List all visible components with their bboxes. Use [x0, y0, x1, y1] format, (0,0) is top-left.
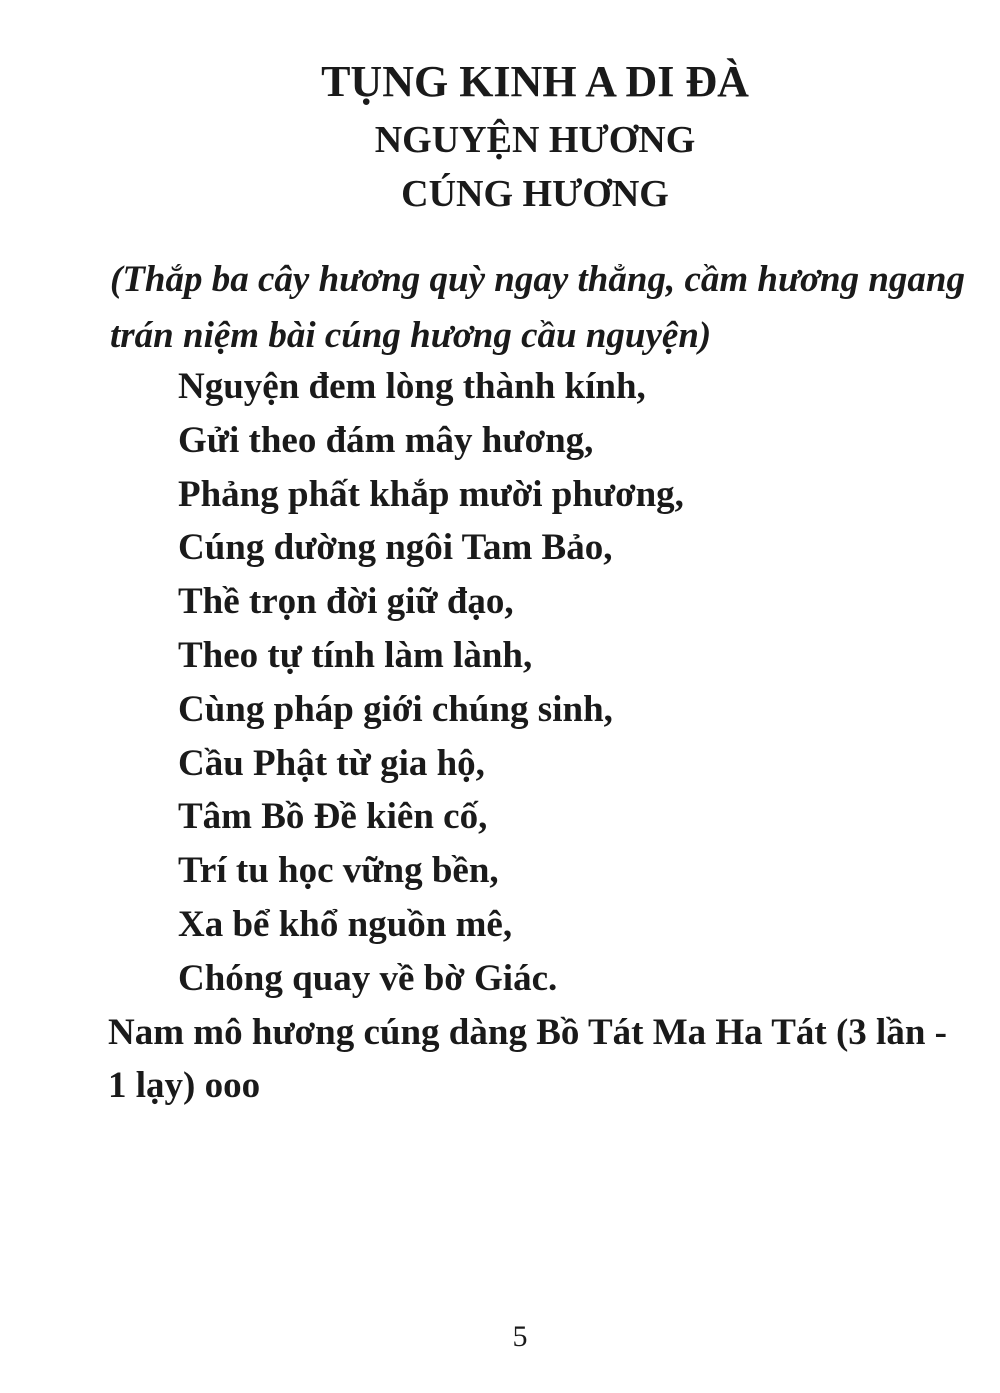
- verse-list: [178, 360, 684, 1006]
- closing-invocation: Nam mô hương cúng dàng Bồ Tát Ma Ha Tát (3 lần - 1 lạy) ooo: [108, 1012, 947, 1106]
- verse-line: Gửi theo đám mây hương,: [178, 419, 594, 461]
- verse-line: Chóng quay về bờ Giác.: [178, 957, 558, 999]
- section-heading: CÚNG HƯƠNG: [401, 173, 669, 215]
- verse-line: Theo tự tính làm lành,: [178, 634, 533, 676]
- verse-line: Cầu Phật từ gia hộ,: [178, 742, 485, 784]
- verse-line: Tâm Bồ Đề kiên cố,: [178, 796, 488, 838]
- verse-line: Thề trọn đời giữ đạo,: [178, 581, 514, 623]
- document-subtitle: NGUYỆN HƯƠNG: [374, 119, 696, 161]
- verse-line: Cùng pháp giới chúng sinh,: [178, 688, 613, 730]
- verse-line: Xa bể khổ nguồn mê,: [178, 903, 513, 945]
- page-number: 5: [512, 1320, 528, 1353]
- verse-line: Nguyện đem lòng thành kính,: [178, 366, 646, 407]
- verse-line: Cúng dường ngôi Tam Bảo,: [178, 527, 613, 569]
- document-title: TỤNG KINH A DI ĐÀ: [321, 57, 749, 106]
- verse-line: Trí tu học vững bền,: [178, 850, 499, 892]
- instruction-text: (Thắp ba cây hương quỳ ngay thẳng, cầm hương ngang trán niệm bài cúng hương cầu nguyện): [110, 259, 965, 356]
- verse-line: Phảng phất khắp mười phương,: [178, 473, 684, 515]
